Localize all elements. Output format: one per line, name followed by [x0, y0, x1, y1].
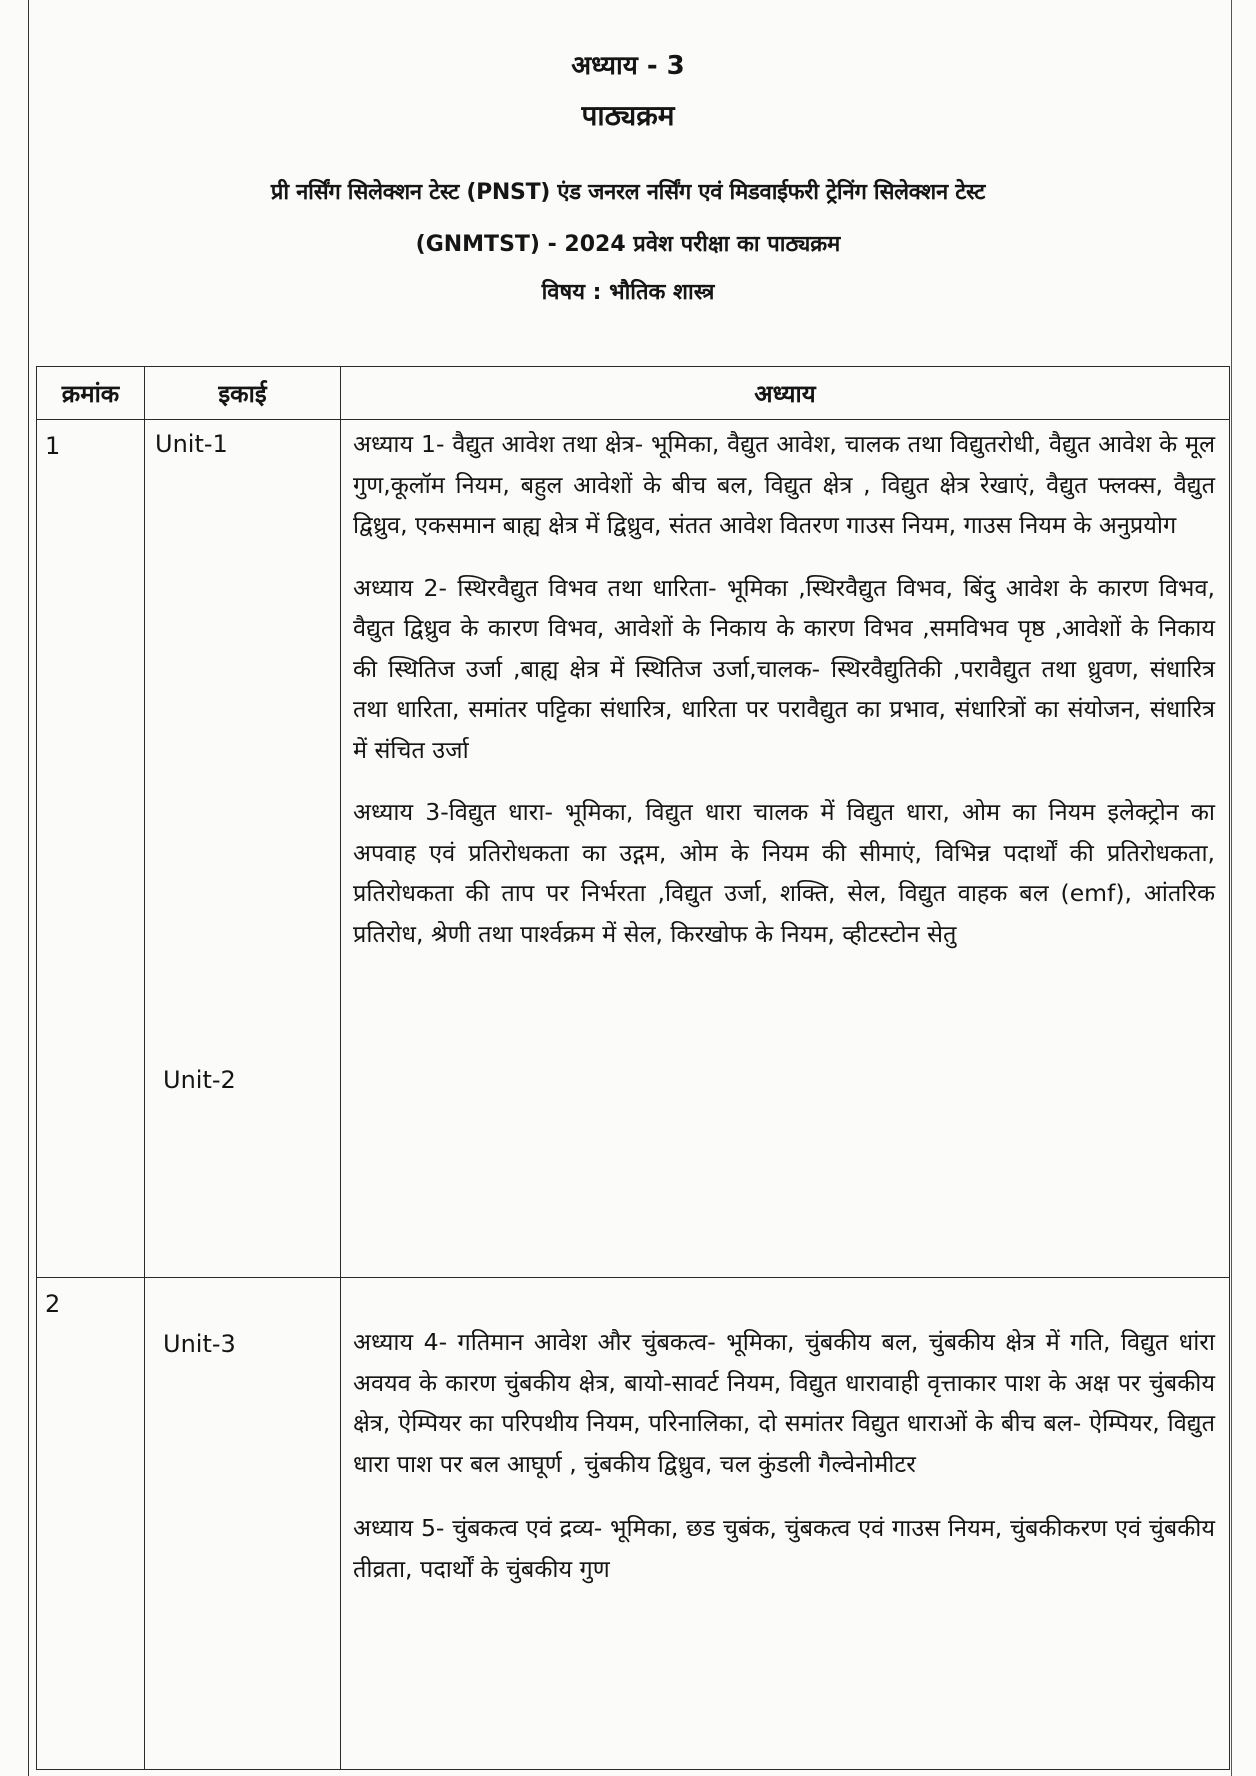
- unit-cell: [145, 1278, 341, 1770]
- subject-heading: विषय : भौतिक शास्त्र: [541, 280, 715, 305]
- unit-label: Unit-3: [163, 1330, 236, 1358]
- chapter-1-text: अध्याय 1- वैद्युत आवेश तथा क्षेत्र- भूमिका, वैद्युत आवेश, चालक तथा विद्युतरोधी, वैद्युत आवेश के मूल गुण,कूलॉम नियम, बहुल आवेशों के बीच बल, विद्युत क्षेत्र , विद्युत क्षेत्र रेखाएं, वैद्युत फ्लक्स, वैद्युत द्विध्रुव, एकसमान बाह्य क्षेत्र में द्विध्रुव, संतत आवेश वितरण गाउस नियम, गाउस नियम के अनुप्रयोग: [353, 430, 1215, 539]
- column-header-serial: क्रमांक: [37, 367, 145, 420]
- exam-title-line1: प्री नर्सिंग सिलेक्शन टेस्ट (PNST) एंड जनरल नर्सिंग एवं मिडवाईफरी ट्रेनिंग सिलेक्शन टेस्ट: [270, 180, 986, 205]
- chapter-5-text: अध्याय 5- चुंबकत्व एवं द्रव्य- भूमिका, छड चुबंक, चुंबकत्व एवं गाउस नियम, चुंबकीकरण एवं चुंबकीय तीव्रता, पदार्थों के चुंबकीय गुण: [353, 1514, 1215, 1583]
- chapter-heading: अध्याय - 3: [571, 51, 685, 81]
- column-header-unit: इकाई: [145, 367, 341, 420]
- chapter-cell: [341, 420, 1230, 1278]
- unit-label: Unit-1: [155, 430, 228, 458]
- unit-label: Unit-2: [163, 1066, 236, 1094]
- chapter-3-text: अध्याय 3-विद्युत धारा- भूमिका, विद्युत धारा चालक में विद्युत धारा, ओम का नियम इलेक्ट्रोन का अपवाह एवं प्रतिरोधकता का उद्गम, ओम के नियम की सीमाएं, विभिन्न पदार्थों की प्रतिरोधकता, प्रतिरोधकता की ताप पर निर्भरता ,विद्युत उर्जा, शक्ति, सेल, विद्युत वाहक बल (emf), आंतरिक प्रतिरोध, श्रेणी तथा पार्श्वक्रम में सेल, किरखोफ के नियम, व्हीटस्टोन सेतु: [353, 798, 1215, 948]
- unit-cell: [145, 420, 341, 1278]
- syllabus-table: [36, 366, 1230, 1770]
- serial-number: 1: [37, 420, 145, 1278]
- table-row: [37, 420, 1230, 1278]
- syllabus-heading: पाठ्यक्रम: [581, 99, 675, 132]
- chapter-2-text: अध्याय 2- स्थिरवैद्युत विभव तथा धारिता- भूमिका ,स्थिरवैद्युत विभव, बिंदु आवेश के कारण विभव, वैद्युत द्विध्रुव के कारण विभव, आवेशों के निकाय के कारण विभव ,समविभव पृष्ठ ,आवेशों के निकाय की स्थितिज उर्जा ,बाह्य क्षेत्र में स्थितिज उर्जा,चालक- स्थिरवैद्युतिकी ,परावैद्युत तथा ध्रुवण, संधारित्र तथा धारिता, समांतर पट्टिका संधारित्र, धारिता पर परावैद्युत का प्रभाव, संधारित्रों का संयोजन, संधारित्र में संचित उर्जा: [353, 573, 1215, 764]
- exam-title-line2: (GNMTST) - 2024 प्रवेश परीक्षा का पाठ्यक्रम: [415, 232, 841, 257]
- serial-number: 2: [37, 1278, 145, 1770]
- table-header-row: [37, 367, 1230, 420]
- table-row: [37, 1278, 1230, 1770]
- chapter-cell: [341, 1278, 1230, 1770]
- chapter-4-text: अध्याय 4- गतिमान आवेश और चुंबकत्व- भूमिका, चुंबकीय बल, चुंबकीय क्षेत्र में गति, विद्युत धांरा अवयव के कारण चुंबकीय क्षेत्र, बायो-सावर्ट नियम, विद्युत धारावाही वृत्ताकार पाश के अक्ष पर चुंबकीय क्षेत्र, ऐम्पियर का परिपथीय नियम, परिनालिका, दो समांतर विद्युत धाराओं के बीच बल- ऐम्पियर, विद्युत धारा पाश पर बल आघूर्ण , चुंबकीय द्विध्रुव, चल कुंडली गैल्वेनोमीटर: [353, 1328, 1215, 1478]
- column-header-chapter: अध्याय: [341, 367, 1230, 420]
